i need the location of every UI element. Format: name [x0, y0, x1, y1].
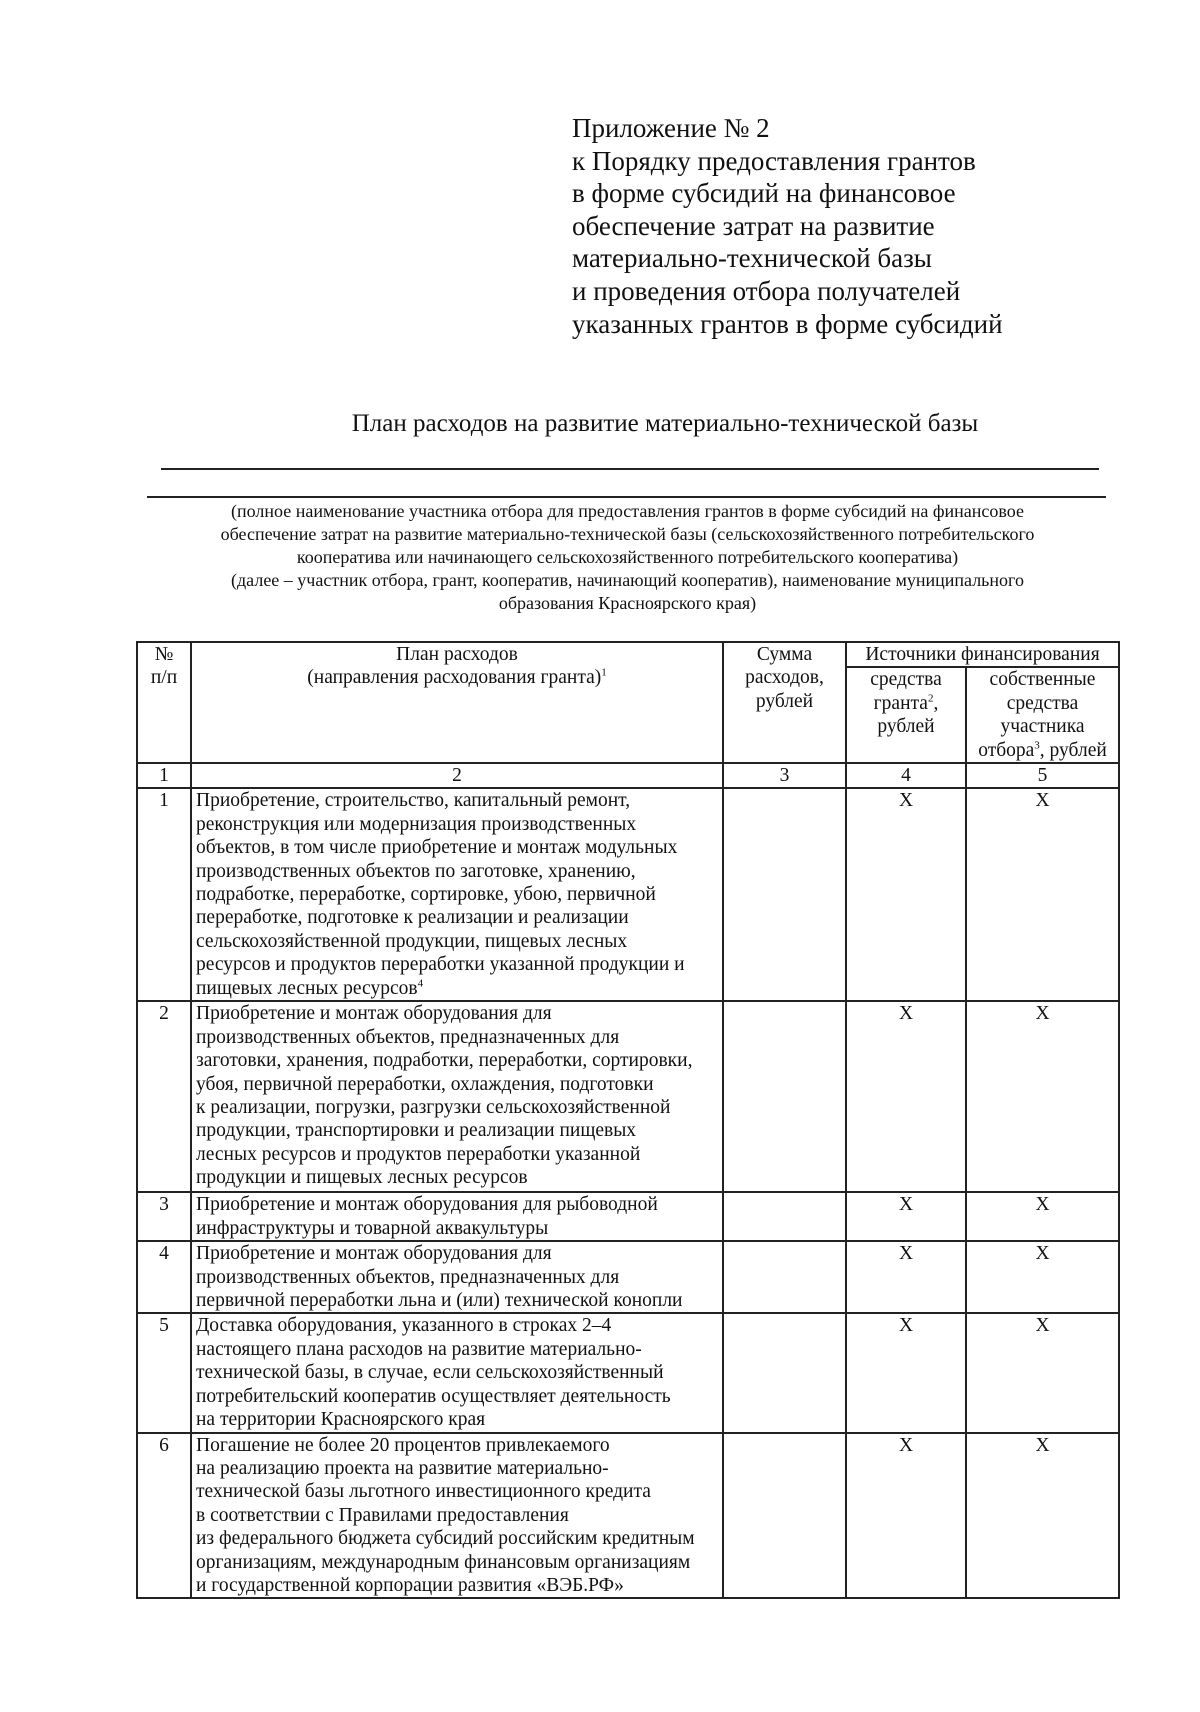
expense-description: Доставка оборудования, указанного в строках 2–4 настоящего плана расходов на развитие материально- технической базы, в случае, если сельскохозяйственный потребительский кооператив осуществляет деятельность на территории Красноярского края [191, 1313, 723, 1432]
row-number: 1 [137, 788, 191, 1001]
header-plan: План расходов (направления расходования гранта)$^1$ [191, 642, 723, 763]
row-number: 4 [137, 1241, 191, 1313]
own-funds-cell: X [966, 1192, 1119, 1241]
blank-line-1 [161, 468, 1099, 470]
table-row [137, 1192, 1119, 1241]
row-number: 6 [137, 1433, 191, 1599]
own-funds-cell: X [966, 1313, 1119, 1432]
participant-caption: (полное наименование участника отбора для предоставления грантов в форме субсидий на финансовое обеспечение затрат на развитие материально-технической базы (сельскохозяйственного потребительского кооператива или начинающего сельскохозяйственного потребительского кооператива) (далее – участник отбора, грант, кооператив, начинающий кооператив), наименование муниципального образования Красноярского края) [220, 501, 1035, 613]
expense-description: Приобретение и монтаж оборудования для рыбоводной инфраструктуры и товарной аквакультуры [191, 1192, 723, 1241]
table-row [137, 788, 1119, 1001]
grant-funds-cell: X [846, 1192, 966, 1241]
grant-funds-cell: X [846, 1433, 966, 1599]
col-number: 2 [191, 763, 723, 788]
expense-sum-cell[interactable] [723, 1192, 846, 1241]
col-number: 1 [137, 763, 191, 788]
page-title: План расходов на развитие материально-технической базы [351, 410, 979, 437]
header-own: собственные средства участника отбора$^3$, рублей [966, 667, 1119, 763]
own-funds-cell: X [966, 1433, 1119, 1599]
header-sources: Источники финансирования [846, 642, 1119, 667]
own-funds-cell: X [966, 1241, 1119, 1313]
header-num: № п/п [137, 642, 191, 763]
table-row [137, 1313, 1119, 1432]
expense-description: Приобретение и монтаж оборудования для производственных объектов, предназначенных для первичной переработки льна и (или) технической конопли [191, 1241, 723, 1313]
table-row [137, 1001, 1119, 1192]
header-grant: средства гранта$^2$, рублей [846, 667, 966, 763]
table-row [137, 1241, 1119, 1313]
own-funds-cell: X [966, 1001, 1119, 1192]
expense-sum-cell[interactable] [723, 788, 846, 1001]
row-number: 2 [137, 1001, 191, 1192]
col-number: 3 [723, 763, 846, 788]
expense-sum-cell[interactable] [723, 1433, 846, 1599]
own-funds-cell: X [966, 788, 1119, 1001]
expense-sum-cell[interactable] [723, 1241, 846, 1313]
row-number: 3 [137, 1192, 191, 1241]
col-number: 5 [966, 763, 1119, 788]
appendix-heading: Приложение № 2 к Порядку предоставления грантов в форме субсидий на финансовое обеспечение затрат на развитие материально-технической базы и проведения отбора получателей указанных грантов в форме субсидий [572, 113, 1003, 339]
expense-description: Приобретение и монтаж оборудования для производственных объектов, предназначенных для заготовки, хранения, подработки, переработки, сортировки, убоя, первичной переработки, охлаждения, подготовки к реализации, погрузки, разгрузки сельскохозяйственной продукции, транспортировки и реализации пищевых лесных ресурсов и продуктов переработки указанной продукции и пищевых лесных ресурсов [191, 1001, 723, 1192]
grant-funds-cell: X [846, 1241, 966, 1313]
expense-description: Погашение не более 20 процентов привлекаемого на реализацию проекта на развитие материально- технической базы льготного инвестиционного кредита в соответствии с Правилами предоставления из федерального бюджета субсидий российским кредитным организациям, международным финансовым организациям и государственной корпорации развития «ВЭБ.РФ» [191, 1433, 723, 1599]
blank-line-2 [147, 496, 1106, 498]
col-number: 4 [846, 763, 966, 788]
grant-funds-cell: X [846, 788, 966, 1001]
grant-funds-cell: X [846, 1313, 966, 1432]
table-row [137, 1433, 1119, 1599]
expense-sum-cell[interactable] [723, 1001, 846, 1192]
grant-funds-cell: X [846, 1001, 966, 1192]
expense-plan-table [136, 641, 1120, 1599]
expense-description: Приобретение, строительство, капитальный ремонт, реконструкция или модернизация производственных объектов, в том числе приобретение и монтаж модульных производственных объектов по заготовке, хранению, подработке, переработке, сортировке, убою, первичной переработке, подготовке к реализации и реализации сельскохозяйственной продукции, пищевых лесных ресурсов и продуктов переработки указанной продукции и пищевых лесных ресурсов$^4$ [191, 788, 723, 1001]
column-numbers-row [137, 763, 1119, 788]
row-number: 5 [137, 1313, 191, 1432]
header-sum: Сумма расходов, рублей [723, 642, 846, 763]
expense-sum-cell[interactable] [723, 1313, 846, 1432]
